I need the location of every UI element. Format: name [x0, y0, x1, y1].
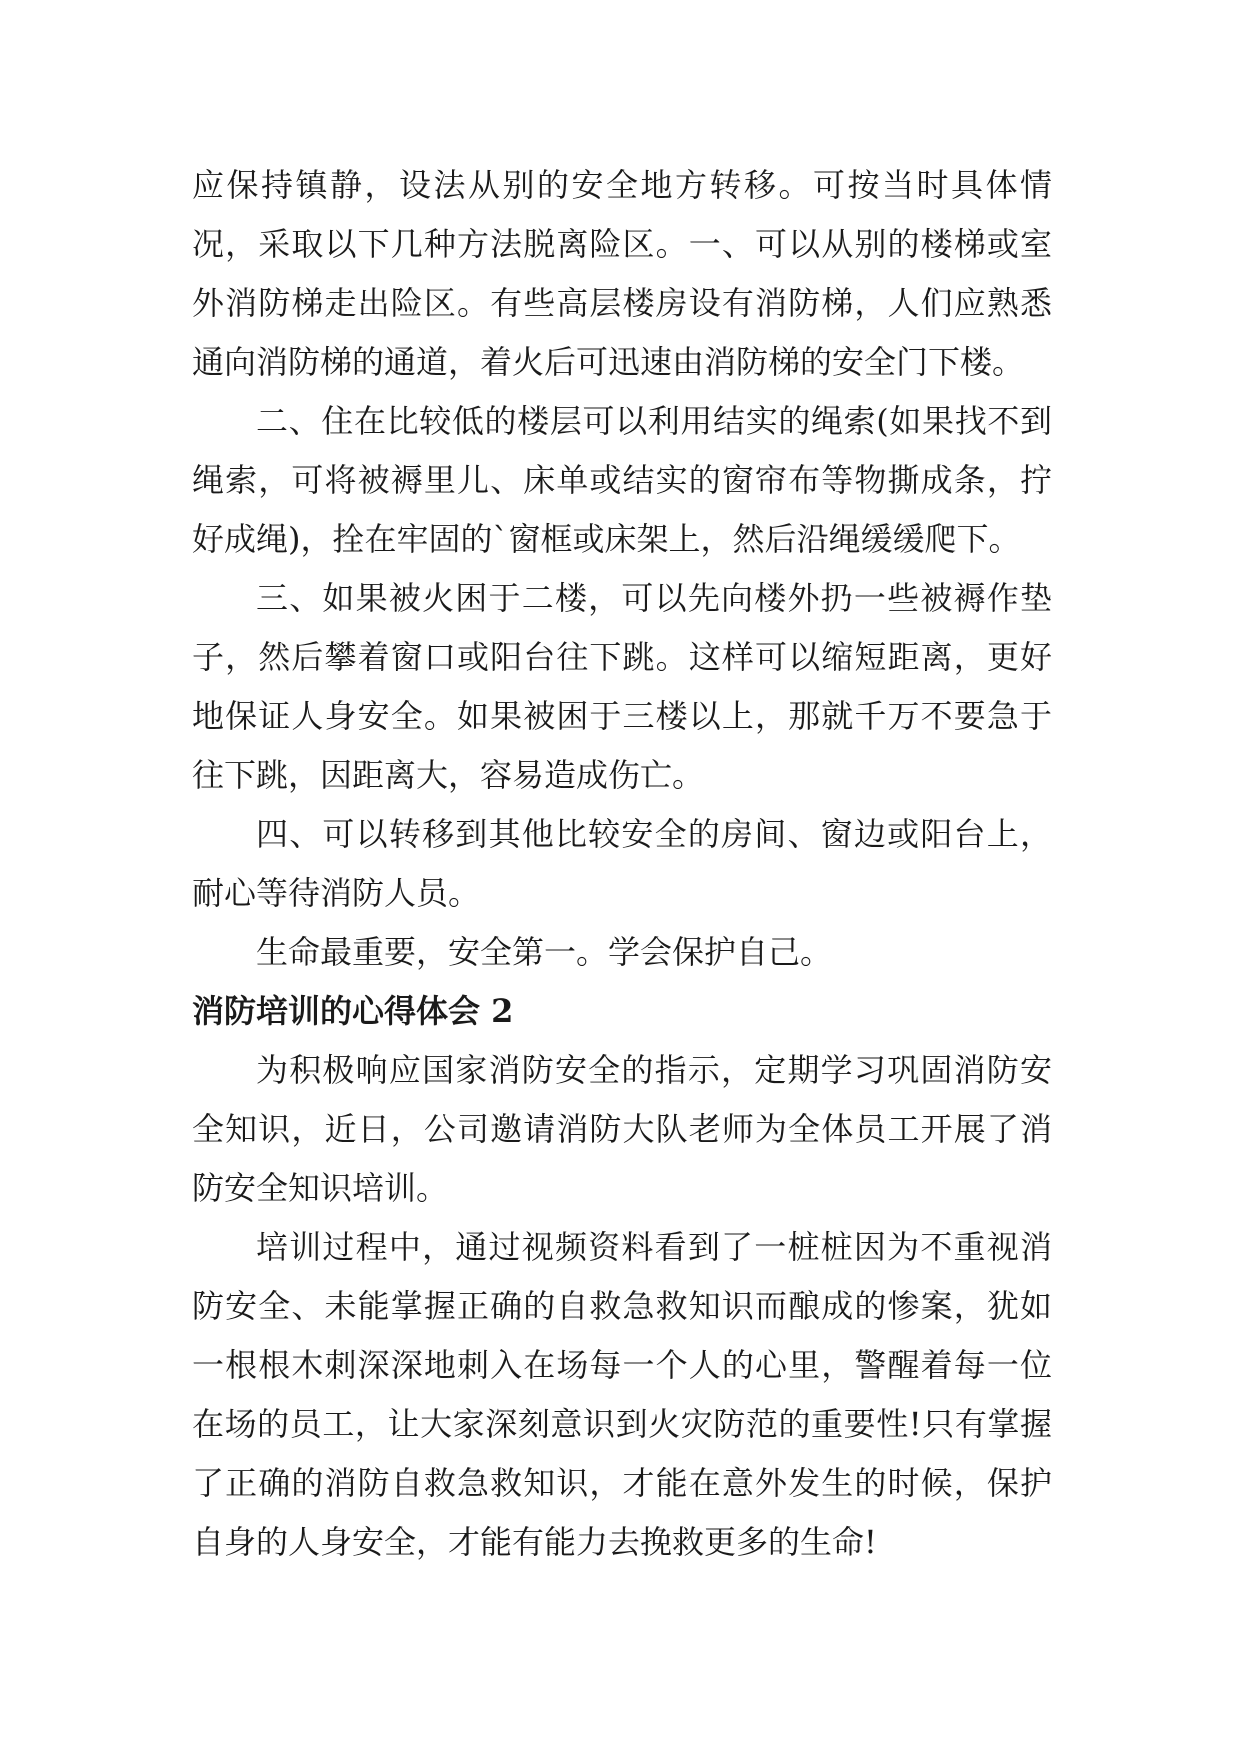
- paragraph-safety-first: 生命最重要，安全第一。学会保护自己。: [256, 933, 833, 971]
- paragraph-training-intro: 为积极响应国家消防安全的指示，定期学习巩固消防安全知识，近日，公司邀请消防大队老师为全体员工开展了消防安全知识培训。: [192, 1051, 1052, 1207]
- document-body: [192, 156, 1052, 1572]
- paragraph-second-floor-method: 三、如果被火困于二楼，可以先向楼外扔一些被褥作垫子，然后攀着窗口或阳台往下跳。这样可以缩短距离，更好地保证人身安全。如果被困于三楼以上，那就千万不要急于往下跳，因距离大，容易造成伤亡。: [192, 579, 1052, 794]
- paragraph-escape-intro: 应保持镇静，设法从别的安全地方转移。可按当时具体情况，采取以下几种方法脱离险区。一、可以从别的楼梯或室外消防梯走出险区。有些高层楼房设有消防梯，人们应熟悉通向消防梯的通道，着火后可迅速由消防梯的安全门下楼。: [192, 166, 1052, 381]
- paragraph-rope-method: 二、住在比较低的楼层可以利用结实的绳索(如果找不到绳索，可将被褥里儿、床单或结实的窗帘布等物撕成条，拧好成绳)，拴在牢固的`窗框或床架上，然后沿绳缓缓爬下。: [192, 402, 1052, 558]
- paragraph-safe-room-method: 四、可以转移到其他比较安全的房间、窗边或阳台上，耐心等待消防人员。: [192, 815, 1052, 912]
- section-heading: 消防培训的心得体会 2: [192, 992, 514, 1030]
- paragraph-training-reflection: 培训过程中，通过视频资料看到了一桩桩因为不重视消防安全、未能掌握正确的自救急救知识而酿成的惨案，犹如一根根木刺深深地刺入在场每一个人的心里，警醒着每一位在场的员工，让大家深刻意识到火灾防范的重要性!只有掌握了正确的消防自救急救知识，才能在意外发生的时候，保护自身的人身安全，才能有能力去挽救更多的生命!: [192, 1228, 1052, 1561]
